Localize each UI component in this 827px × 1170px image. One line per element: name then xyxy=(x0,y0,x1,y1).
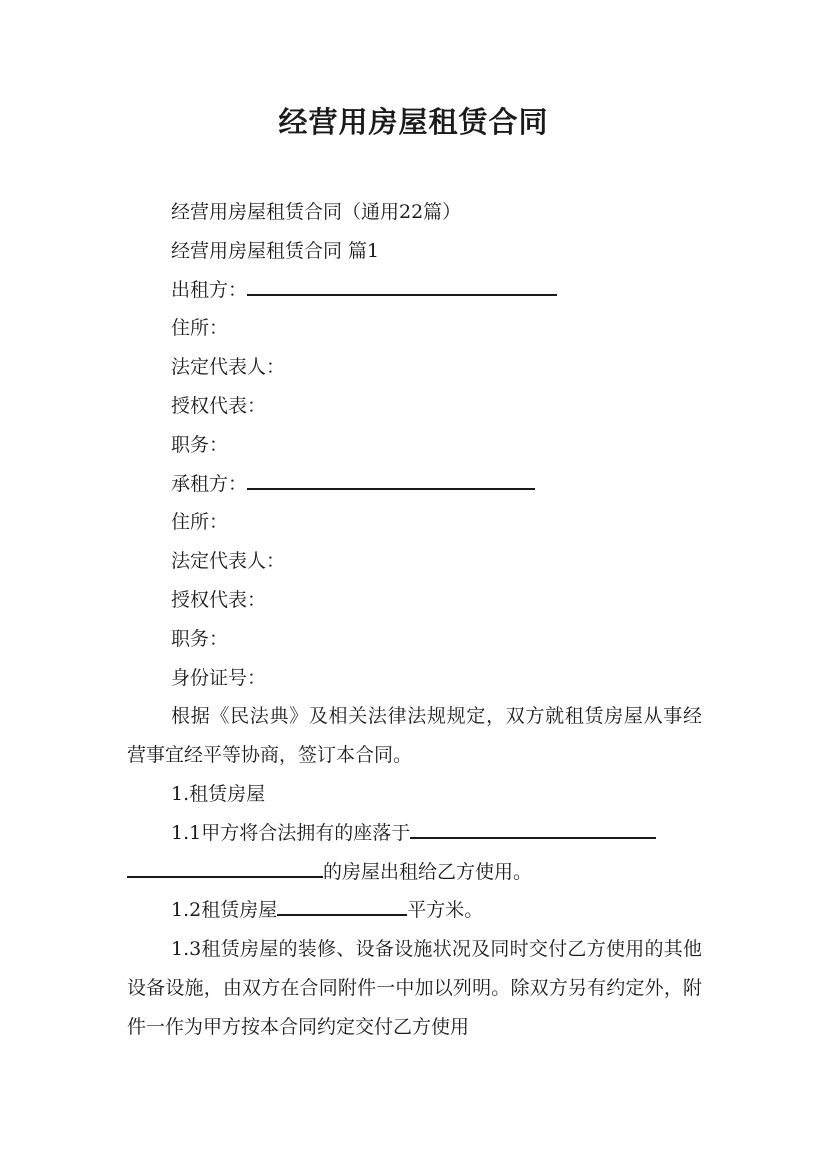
clause-1-2 xyxy=(127,891,702,930)
lessor-blank xyxy=(247,276,557,296)
lessor-line xyxy=(127,271,702,310)
clause-1-2-text-a: 1.2租赁房屋 xyxy=(171,899,278,922)
lessor-legal-rep: 法定代表人： xyxy=(171,356,286,379)
subtitle: 经营用房屋租赁合同（通用22篇） xyxy=(171,201,462,223)
lessee-label: 承租方： xyxy=(171,472,248,495)
part-heading: 经营用房屋租赁合同 篇1 xyxy=(171,239,380,262)
clause-1-2-text-b: 平方米。 xyxy=(407,899,484,922)
location-blank-2 xyxy=(127,858,323,878)
document-title: 经营用房屋租赁合同 xyxy=(278,105,549,139)
clause-1-1-continued xyxy=(127,853,702,892)
preamble-paragraph: 根据《民法典》及相关法律法规规定，双方就租赁房屋从事经营事宜经平等协商，签订本合同。 xyxy=(127,705,702,767)
lessor-authorized-rep: 授权代表： xyxy=(171,394,267,417)
lessor-address: 住所： xyxy=(171,317,229,340)
lessee-address: 住所： xyxy=(171,511,229,534)
lessee-id: 身份证号： xyxy=(171,666,267,689)
clause-1-1-text-b: 的房屋出租给乙方使用。 xyxy=(323,860,533,883)
area-blank xyxy=(277,896,407,916)
lessee-blank xyxy=(247,470,535,490)
lessee-position: 职务： xyxy=(171,627,229,650)
lessor-position: 职务： xyxy=(171,433,229,456)
location-blank-1 xyxy=(410,819,656,839)
clause-1-3: 1.3租赁房屋的装修、设备设施状况及同时交付乙方使用的其他设备设施，由双方在合同附件一中加以列明。除双方另有约定外，附件一作为甲方按本合同约定交付乙方使用 xyxy=(127,938,702,1038)
clause-1-1 xyxy=(127,814,702,853)
lessor-label: 出租方： xyxy=(171,278,248,301)
lessee-authorized-rep: 授权代表： xyxy=(171,588,267,611)
lessee-line xyxy=(127,465,702,504)
clause-1-1-text-a: 1.1甲方将合法拥有的座落于 xyxy=(171,821,411,844)
document-body xyxy=(127,193,702,1047)
lessee-legal-rep: 法定代表人： xyxy=(171,550,286,573)
section1-heading: 1.租赁房屋 xyxy=(171,782,266,805)
